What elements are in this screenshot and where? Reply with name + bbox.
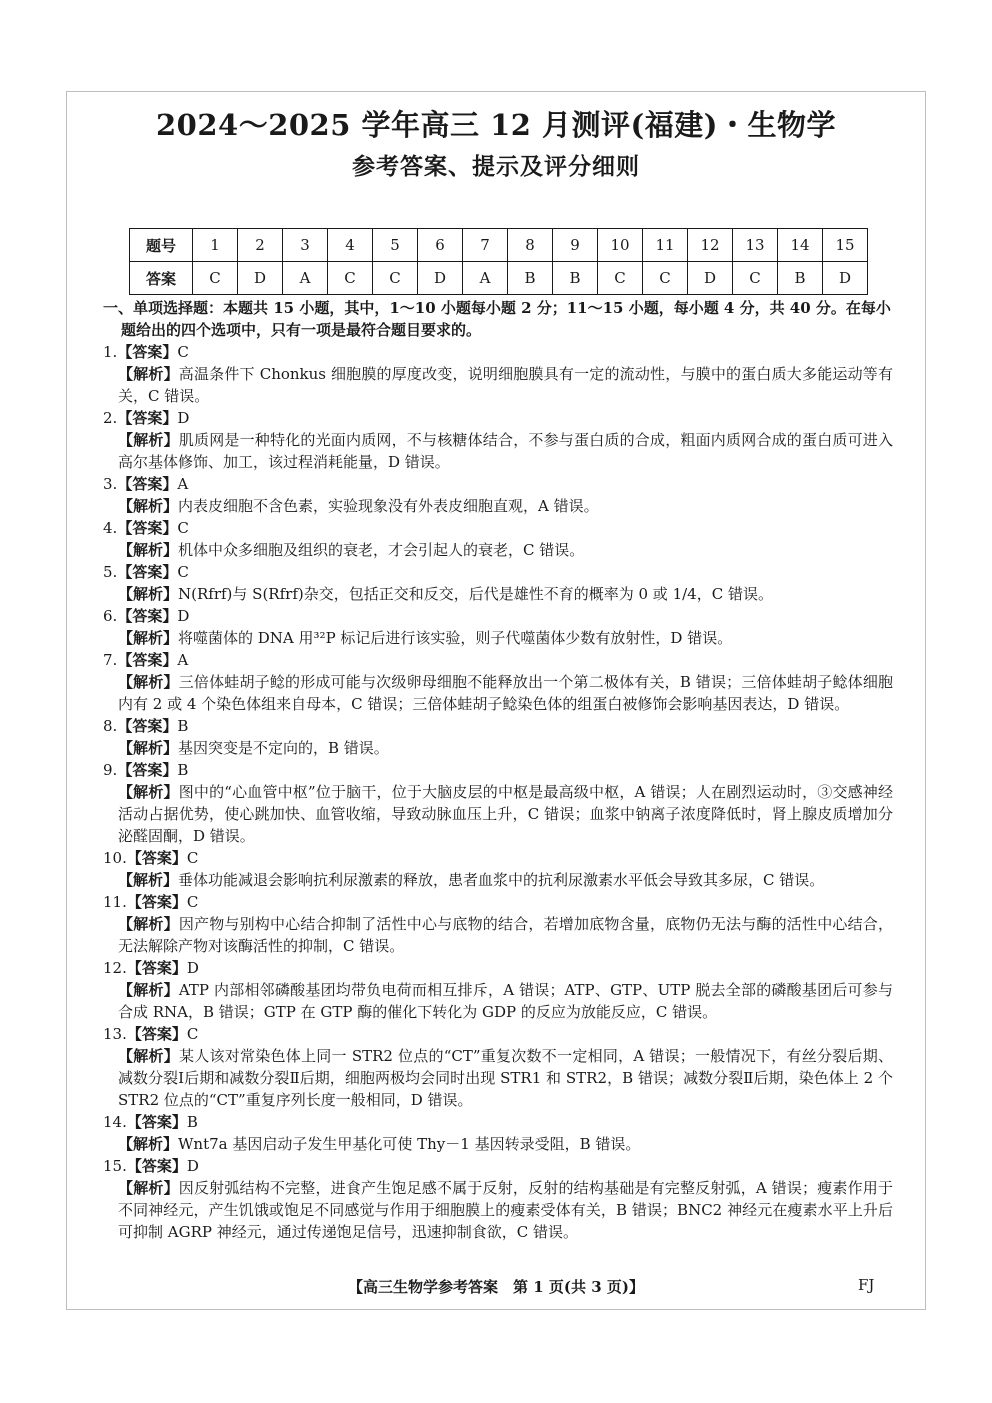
answer-cell: C [373, 262, 418, 295]
question-number-cell: 8 [508, 229, 553, 262]
explanation-text: 将噬菌体的 DNA 用³²P 标记后进行该实验，则子代噬菌体少数有放射性，D 错误。 [178, 629, 733, 647]
explanation-label: 【解析】 [118, 629, 179, 647]
explanation-label: 【解析】 [118, 365, 179, 383]
question-number: 12. [103, 959, 127, 977]
answer-value: D [177, 409, 190, 427]
question-number-cell: 9 [553, 229, 598, 262]
answer-value: D [177, 607, 190, 625]
page-footer: 【高三生物学参考答案 第 1 页(共 3 页)】 [348, 1278, 644, 1296]
answer-cell: C [328, 262, 373, 295]
answer-line [103, 759, 893, 781]
question-number: 8. [103, 717, 118, 735]
answer-label: 【答案】 [126, 1113, 187, 1131]
answer-header: 答案 [130, 262, 193, 295]
answer-value: A [177, 475, 189, 493]
question-number-cell: 15 [823, 229, 868, 262]
question-number: 10. [103, 849, 127, 867]
explanation [103, 869, 893, 891]
answer-cell: B [553, 262, 598, 295]
explanation [103, 737, 893, 759]
answer-line [103, 649, 893, 671]
answer-table [129, 228, 868, 295]
answer-label: 【答案】 [126, 849, 187, 867]
explanation-text: 肌质网是一种特化的光面内质网，不与核糖体结合，不参与蛋白质的合成，粗面内质网合成的蛋白质可进入高尔基体修饰、加工，该过程消耗能量，D 错误。 [118, 431, 893, 471]
question-block [103, 891, 893, 957]
footer-code: FJ [858, 1276, 875, 1294]
answer-label: 【答案】 [117, 409, 178, 427]
answer-line [103, 407, 893, 429]
answer-value: C [186, 849, 199, 867]
question-number: 15. [103, 1157, 127, 1175]
answer-value: B [177, 717, 189, 735]
explanation [103, 495, 893, 517]
answer-line [103, 1023, 893, 1045]
explanation-label: 【解析】 [118, 585, 179, 603]
answer-label: 【答案】 [117, 563, 178, 581]
answer-line [103, 473, 893, 495]
answer-label: 【答案】 [126, 959, 187, 977]
question-block [103, 715, 893, 759]
explanation-text: 某人该对常染色体上同一 STR2 位点的“CT”重复次数不一定相同，A 错误；一般情况下，有丝分裂后期、减数分裂Ⅰ后期和减数分裂Ⅱ后期，细胞两极均会同时出现 STR1 和 STR2，B 错误；减数分裂Ⅱ后期，染色体上 2 个 STR2 位点的“CT”重复序列长度一般相同，D 错误。 [118, 1047, 893, 1109]
question-number-cell: 11 [643, 229, 688, 262]
question-block [103, 517, 893, 561]
answer-label: 【答案】 [117, 717, 178, 735]
question-number-cell: 14 [778, 229, 823, 262]
explanation-label: 【解析】 [118, 739, 179, 757]
answer-line [103, 517, 893, 539]
question-number-cell: 13 [733, 229, 778, 262]
question-block [103, 561, 893, 605]
question-block [103, 1155, 893, 1243]
answer-label: 【答案】 [117, 343, 178, 361]
explanation [103, 429, 893, 473]
question-block [103, 847, 893, 891]
answer-value: C [186, 1025, 199, 1043]
explanation-label: 【解析】 [118, 1179, 179, 1197]
explanation-label: 【解析】 [118, 673, 179, 691]
explanation [103, 627, 893, 649]
explanation-text: 因产物与别构中心结合抑制了活性中心与底物的结合，若增加底物含量，底物仍无法与酶的活性中心结合，无法解除产物对该酶活性的抑制，C 错误。 [118, 915, 893, 955]
answer-label: 【答案】 [117, 607, 178, 625]
explanation [103, 363, 893, 407]
explanation-text: 因反射弧结构不完整，进食产生饱足感不属于反射，反射的结构基础是有完整反射弧，A 错误；瘦素作用于不同神经元，产生饥饿或饱足不同感觉与作用于细胞膜上的瘦素受体有关，B 错误；BNC2 神经元在瘦素水平上升后可抑制 AGRP 神经元，通过传递饱足信号，迅速抑制食欲，C 错误。 [118, 1179, 893, 1241]
explanation [103, 781, 893, 847]
question-block [103, 1023, 893, 1111]
answer-cell: D [238, 262, 283, 295]
explanation [103, 1045, 893, 1111]
question-number: 7. [103, 651, 118, 669]
explanation [103, 1177, 893, 1243]
page-title: 2024～2025 学年高三 12 月测评(福建)・生物学 [155, 108, 836, 142]
answer-value: C [177, 563, 189, 581]
question-number: 13. [103, 1025, 127, 1043]
explanation-label: 【解析】 [118, 1135, 179, 1153]
answer-value: C [177, 343, 189, 361]
explanation-text: N(Rfrf)与 S(Rfrf)杂交，包括正交和反交，后代是雄性不育的概率为 0 或 1/4，C 错误。 [178, 585, 773, 603]
explanation-label: 【解析】 [118, 981, 179, 999]
explanation-text: 垂体功能减退会影响抗利尿激素的释放，患者血浆中的抗利尿激素水平低会导致其多尿，C 错误。 [178, 871, 825, 889]
section-heading: 一、单项选择题：本题共 15 小题，其中，1～10 小题每小题 2 分；11～15 小题，每小题 4 分，共 40 分。在每小题给出的四个选项中，只有一项是最符合题目要求的。 [103, 299, 891, 339]
answer-cell: D [823, 262, 868, 295]
question-number-cell: 4 [328, 229, 373, 262]
question-number-cell: 1 [193, 229, 238, 262]
answer-label: 【答案】 [117, 761, 178, 779]
answer-line [103, 1155, 893, 1177]
answer-value: A [177, 651, 189, 669]
question-number-cell: 5 [373, 229, 418, 262]
question-number: 6. [103, 607, 118, 625]
explanation [103, 671, 893, 715]
answer-cell: C [643, 262, 688, 295]
answer-cell: D [688, 262, 733, 295]
question-number: 9. [103, 761, 118, 779]
explanation [103, 1133, 893, 1155]
answer-explanations [103, 297, 893, 1243]
answer-cell: D [418, 262, 463, 295]
answer-label: 【答案】 [117, 475, 178, 493]
question-block [103, 407, 893, 473]
answer-line [103, 561, 893, 583]
question-number: 5. [103, 563, 118, 581]
answer-line [103, 605, 893, 627]
answer-label: 【答案】 [126, 893, 187, 911]
answer-line [103, 957, 893, 979]
answer-label: 【答案】 [117, 651, 178, 669]
answer-cell: B [508, 262, 553, 295]
question-block [103, 1111, 893, 1155]
question-list [103, 341, 893, 1243]
explanation-text: 内表皮细胞不含色素，实验现象没有外表皮细胞直观，A 错误。 [178, 497, 599, 515]
question-number: 11. [103, 893, 127, 911]
question-number-cell: 3 [283, 229, 328, 262]
explanation-label: 【解析】 [118, 1047, 180, 1065]
explanation-label: 【解析】 [118, 871, 179, 889]
explanation [103, 979, 893, 1023]
explanation-text: 高温条件下 Chonkus 细胞膜的厚度改变，说明细胞膜具有一定的流动性，与膜中的蛋白质大多能运动等有关，C 错误。 [118, 365, 893, 405]
answer-row [130, 262, 868, 295]
answer-cell: C [193, 262, 238, 295]
answer-cell: C [733, 262, 778, 295]
answer-cell: A [463, 262, 508, 295]
answer-label: 【答案】 [126, 1025, 187, 1043]
answer-value: D [186, 959, 199, 977]
explanation [103, 583, 893, 605]
answer-cell: A [283, 262, 328, 295]
question-number-cell: 7 [463, 229, 508, 262]
explanation-text: 三倍体蛙胡子鲶的形成可能与次级卵母细胞不能释放出一个第二极体有关，B 错误；三倍体蛙胡子鲶体细胞内有 2 或 4 个染色体组来自母本，C 错误；三倍体蛙胡子鲶染色体的组蛋白被修饰会影响基因表达，D 错误。 [118, 673, 893, 713]
explanation-text: 图中的“心血管中枢”位于脑干，位于大脑皮层的中枢是最高级中枢，A 错误；人在剧烈运动时，③交感神经活动占据优势，使心跳加快、血管收缩，导致动脉血压上升，C 错误；血浆中钠离子浓度降低时，肾上腺皮质增加分泌醛固酮，D 错误。 [118, 783, 893, 845]
answer-cell: C [598, 262, 643, 295]
explanation-text: ATP 内部相邻磷酸基团均带负电荷而相互排斥，A 错误；ATP、GTP、UTP 脱去全部的磷酸基团后可参与合成 RNA，B 错误；GTP 在 GTP 酶的催化下转化为 GDP 的反应为放能反应，C 错误。 [118, 981, 893, 1021]
question-block [103, 649, 893, 715]
question-number-row [130, 229, 868, 262]
question-number-header: 题号 [130, 229, 193, 262]
answer-line [103, 341, 893, 363]
explanation [103, 913, 893, 957]
answer-value: D [186, 1157, 199, 1175]
explanation [103, 539, 893, 561]
answer-line [103, 1111, 893, 1133]
answer-value: B [177, 761, 189, 779]
question-block [103, 473, 893, 517]
question-number-cell: 10 [598, 229, 643, 262]
question-block [103, 759, 893, 847]
answer-label: 【答案】 [126, 1157, 187, 1175]
question-block [103, 341, 893, 407]
question-block [103, 605, 893, 649]
answer-label: 【答案】 [117, 519, 178, 537]
question-number: 1. [103, 343, 118, 361]
answer-value: C [177, 519, 189, 537]
question-number-cell: 2 [238, 229, 283, 262]
explanation-text: 机体中众多细胞及组织的衰老，才会引起人的衰老，C 错误。 [178, 541, 585, 559]
explanation-label: 【解析】 [118, 541, 179, 559]
answer-value: B [186, 1113, 198, 1131]
explanation-text: 基因突变是不定向的，B 错误。 [178, 739, 389, 757]
answer-value: C [186, 893, 199, 911]
explanation-label: 【解析】 [118, 431, 179, 449]
question-number-cell: 6 [418, 229, 463, 262]
answer-cell: B [778, 262, 823, 295]
explanation-label: 【解析】 [118, 915, 179, 933]
question-number: 2. [103, 409, 118, 427]
explanation-text: Wnt7a 基因启动子发生甲基化可使 Thy－1 基因转录受阻，B 错误。 [178, 1135, 641, 1153]
answer-line [103, 891, 893, 913]
question-number: 14. [103, 1113, 127, 1131]
page-subtitle: 参考答案、提示及评分细则 [352, 153, 640, 180]
answer-line [103, 847, 893, 869]
answer-line [103, 715, 893, 737]
explanation-label: 【解析】 [118, 497, 179, 515]
question-number: 3. [103, 475, 118, 493]
question-block [103, 957, 893, 1023]
question-number-cell: 12 [688, 229, 733, 262]
explanation-label: 【解析】 [118, 783, 179, 801]
question-number: 4. [103, 519, 118, 537]
